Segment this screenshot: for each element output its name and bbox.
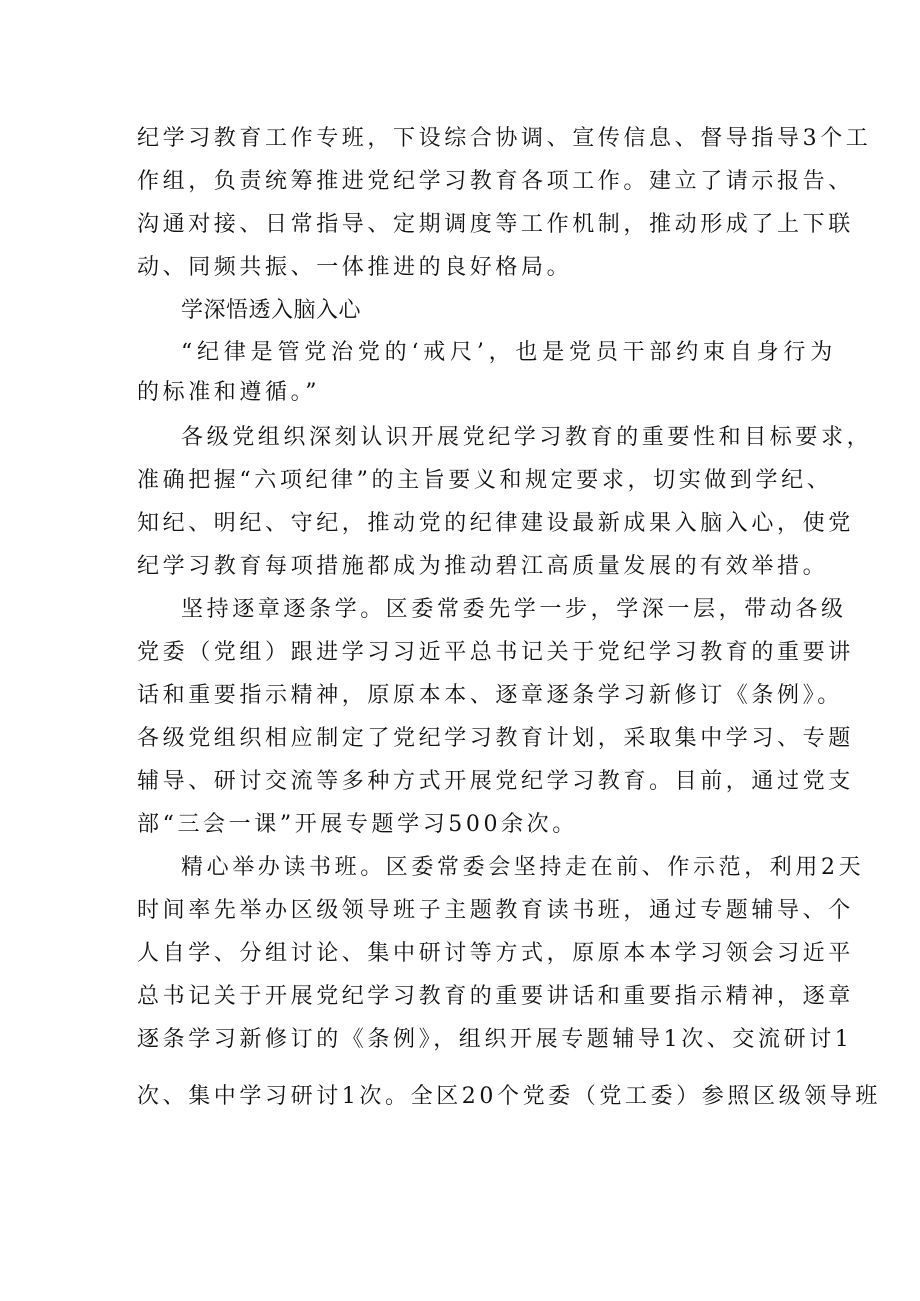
body-text-line: 准确把握“六项纪律”的主旨要义和规定要求，切实做到学纪、 (137, 468, 833, 493)
quote-line: “纪律是管党治党的‘戒尺’，也是党员干部约束自身行为 (181, 340, 838, 365)
quote-line: 的标准和遵循。” (137, 380, 321, 405)
body-text-line: 各级党组织相应制定了党纪学习教育计划，采取集中学习、专题 (137, 726, 854, 751)
body-text-line: 次、集中学习研讨1次。全区20个党委（党工委）参照区级领导班 (137, 1084, 881, 1109)
body-text-line: 各级党组织深刻认识开展党纪学习教育的重要性和目标要求， (181, 425, 873, 450)
body-text-line: 知纪、明纪、守纪，推动党的纪律建设最新成果入脑入心，使党 (137, 511, 854, 536)
body-text-line: 部“三会一课”开展专题学习500余次。 (137, 812, 578, 837)
body-text-line: 纪学习教育工作专班，下设综合协调、宣传信息、督导指导3个工 (137, 126, 872, 151)
body-text-line: 坚持逐章逐条学。区委常委先学一步，学深一层，带动各级 (181, 597, 847, 622)
body-text-line: 逐条学习新修订的《条例》，组织开展专题辅导1次、交流研讨1 (137, 1027, 853, 1052)
body-text-line: 时间率先举办区级领导班子主题教育读书班，通过专题辅导、个 (137, 898, 854, 923)
body-text-line: 总书记关于开展党纪学习教育的重要讲话和重要指示精神，逐章 (137, 984, 854, 1009)
body-text-line: 党委（党组）跟进学习习近平总书记关于党纪学习教育的重要讲 (137, 640, 854, 665)
body-text-line: 话和重要指示精神，原原本本、逐章逐条学习新修订《条例》。 (137, 683, 843, 708)
section-heading: 学深悟透入脑入心 (181, 298, 362, 323)
body-text-line: 作组，负责统筹推进党纪学习教育各项工作。建立了请示报告、 (137, 169, 854, 194)
body-text-line: 动、同频共振、一体推进的良好格局。 (137, 255, 573, 280)
body-text-line: 精心举办读书班。区委常委会坚持走在前、作示范，利用2天 (181, 855, 865, 880)
body-text-line: 沟通对接、日常指导、定期调度等工作机制，推动形成了上下联 (137, 212, 854, 237)
body-text-line: 纪学习教育每项措施都成为推动碧江高质量发展的有效举措。 (137, 554, 829, 579)
body-text-line: 人自学、分组讨论、集中研讨等方式，原原本本学习领会习近平 (137, 941, 854, 966)
body-text-line: 辅导、研讨交流等多种方式开展党纪学习教育。目前，通过党支 (137, 769, 854, 794)
